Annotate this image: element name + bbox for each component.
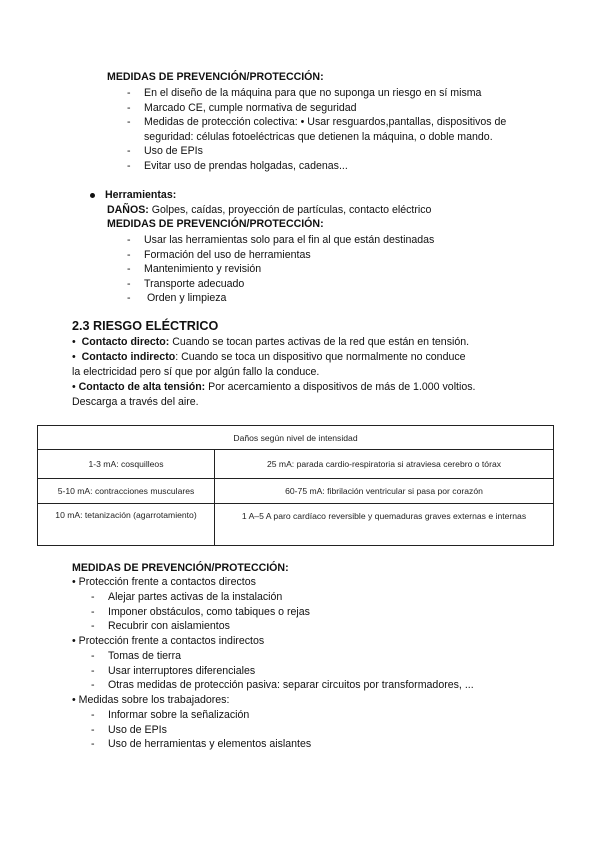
tools-measures-heading: MEDIDAS DE PREVENCIÓN/PROTECCIÓN: <box>107 218 324 230</box>
list-item: - Informar sobre la señalización <box>91 709 250 721</box>
list-item: - Usar las herramientas solo para el fin al que están destinadas <box>127 234 435 246</box>
table-cell: 60-75 mA: fibrilación ventricular si pasa por corazón <box>215 479 554 504</box>
machines-measures-heading: MEDIDAS DE PREVENCIÓN/PROTECCIÓN: <box>107 71 324 83</box>
tools-measures-list <box>127 233 434 306</box>
tools-item: Herramientas: <box>90 189 176 201</box>
list-item: - Formación del uso de herramientas <box>127 248 311 261</box>
high-voltage-line: • Contacto de alta tensión: Por acercamiento a dispositivos de más de 1.000 voltios. <box>72 381 476 393</box>
direct-contact-line: • Contacto directo: Cuando se tocan partes activas de la red que están en tensión. <box>72 336 470 348</box>
table-cell: 10 mA: tetanización (agarrotamiento) <box>38 504 215 546</box>
list-item: - En el diseño de la máquina para que no suponga un riesgo en sí misma <box>127 87 482 99</box>
list-item: - Marcado CE, cumple normativa de seguridad <box>127 101 357 114</box>
list-item: - Evitar uso de prendas holgadas, cadenas... <box>127 159 348 172</box>
table-row <box>38 504 554 546</box>
list-item: - Alejar partes activas de la instalación <box>91 591 283 603</box>
table-cell: 1 A–5 A paro cardíaco reversible y quemaduras graves externas e internas <box>215 504 554 546</box>
direct-protection-list <box>91 590 310 634</box>
list-item: - Recubrir con aislamientos <box>91 620 230 633</box>
indirect-contact-line: • Contacto indirecto: Cuando se toca un dispositivo que normalmente no conduce <box>72 351 466 363</box>
list-item: - Uso de herramientas y elementos aislantes <box>91 738 312 751</box>
table-header: Daños según nivel de intensidad <box>38 426 554 450</box>
list-item: - Tomas de tierra <box>91 650 182 662</box>
table-cell: 25 mA: parada cardio-respiratoria si atraviesa cerebro o tórax <box>215 450 554 479</box>
indirect-contact-line-2: la electricidad pero sí que por algún fallo la conduce. <box>72 366 320 378</box>
tools-damage: DAÑOS: Golpes, caídas, proyección de partículas, contacto eléctrico <box>107 204 432 216</box>
worker-measures-list <box>91 708 311 752</box>
electric-measures-heading: MEDIDAS DE PREVENCIÓN/PROTECCIÓN: <box>72 562 289 574</box>
list-item-continuation: seguridad: células fotoeléctricas que detienen la máquina, o doble mando. <box>144 130 493 143</box>
table-cell: 5-10 mA: contracciones musculares <box>38 479 215 504</box>
machines-measures-list <box>127 86 506 174</box>
list-item: - Orden y limpieza <box>127 292 227 305</box>
list-item: - Medidas de protección colectiva: • Usar resguardos,pantallas, dispositivos de <box>127 116 507 129</box>
indirect-protection-group: • Protección frente a contactos indirectos <box>72 635 265 647</box>
list-item: - Usar interruptores diferenciales <box>91 664 256 677</box>
worker-measures-group: • Medidas sobre los trabajadores: <box>72 694 230 706</box>
list-item: - Mantenimiento y revisión <box>127 263 262 276</box>
direct-protection-group: • Protección frente a contactos directos <box>72 576 256 588</box>
list-item: - Uso de EPIs <box>91 723 167 736</box>
table-cell: 1-3 mA: cosquilleos <box>38 450 215 479</box>
electric-risk-title: 2.3 RIESGO ELÉCTRICO <box>72 319 219 333</box>
bullet-icon <box>90 193 95 198</box>
high-voltage-line-2: Descarga a través del aire. <box>72 396 199 408</box>
table-row <box>38 450 554 479</box>
indirect-protection-list <box>91 649 474 693</box>
damage-intensity-table <box>37 425 554 546</box>
list-item: - Imponer obstáculos, como tabiques o rejas <box>91 605 310 618</box>
table-header-row <box>38 426 554 450</box>
list-item: - Uso de EPIs <box>127 145 203 158</box>
list-item: - Otras medidas de protección pasiva: separar circuitos por transformadores, ... <box>91 679 474 692</box>
list-item: - Transporte adecuado <box>127 277 245 290</box>
table-row <box>38 479 554 504</box>
